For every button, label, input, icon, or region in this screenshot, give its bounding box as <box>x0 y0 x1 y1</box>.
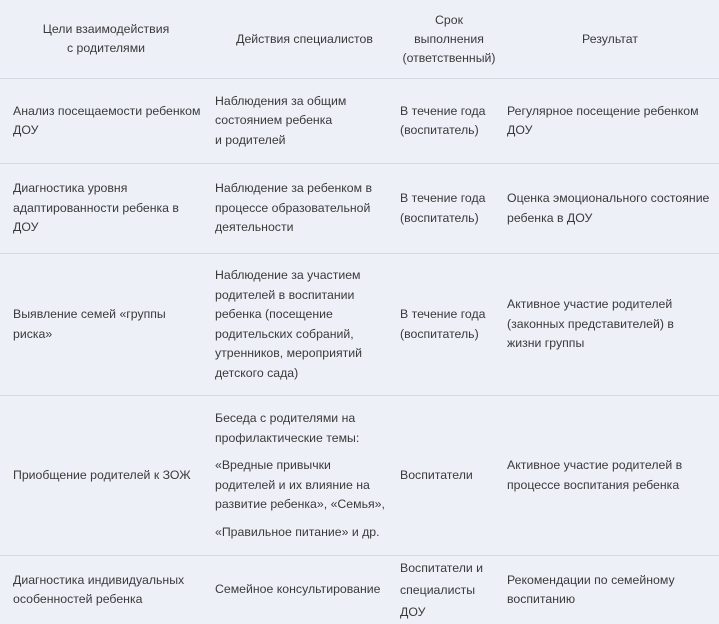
header-goals: Цели взаимодействия с родителями <box>0 0 212 79</box>
deadline-cell: Воспитатели <box>397 396 501 556</box>
action-text: Наблюдение за ребенком в процессе образовательной деятельности <box>215 179 391 238</box>
result-cell: Регулярное посещение ребенком ДОУ <box>501 79 719 164</box>
action-cell <box>212 396 397 556</box>
action-cell <box>212 254 397 396</box>
action-text: «Правильное питание» и др. <box>215 523 391 543</box>
action-cell <box>212 556 397 624</box>
goal-cell: Диагностика индивидуальных особенностей ребенка <box>0 556 212 624</box>
goal-cell: Диагностика уровня адаптированности ребенка в ДОУ <box>0 164 212 254</box>
table-row <box>0 79 719 164</box>
table-row <box>0 254 719 396</box>
action-text: Семейное консультирование <box>215 580 391 600</box>
deadline-cell: В течение года (воспитатель) <box>397 79 501 164</box>
deadline-cell: В течение года (воспитатель) <box>397 254 501 396</box>
result-cell: Оценка эмоционального состояние ребенка в ДОУ <box>501 164 719 254</box>
table-row <box>0 164 719 254</box>
result-cell: Рекомендации по семейному воспитанию <box>501 556 719 624</box>
table-header-row <box>0 0 719 79</box>
deadline-cell: Воспитатели и специалисты ДОУ <box>397 556 501 624</box>
action-cell <box>212 79 397 164</box>
goal-cell: Выявление семей «группы риска» <box>0 254 212 396</box>
goal-cell: Приобщение родителей к ЗОЖ <box>0 396 212 556</box>
action-text: Наблюдение за участием родителей в воспитании ребенка (посещение родительских собраний, утренников, мероприятий детского сада) <box>215 266 391 383</box>
action-text: Наблюдения за общим состоянием ребенка и родителей <box>215 92 391 151</box>
goal-cell: Анализ посещаемости ребенком ДОУ <box>0 79 212 164</box>
result-cell: Активное участие родителей в процессе воспитания ребенка <box>501 396 719 556</box>
result-cell: Активное участие родителей (законных представителей) в жизни группы <box>501 254 719 396</box>
action-text: Беседа с родителями на профилактические темы: <box>215 409 391 448</box>
table-row <box>0 556 719 624</box>
action-text: «Вредные привычки родителей и их влияние на развитие ребенка», «Семья», <box>215 456 391 515</box>
deadline-cell: В течение года (воспитатель) <box>397 164 501 254</box>
header-deadline: Срок выполнения (ответственный) <box>397 0 501 79</box>
table-row <box>0 396 719 556</box>
header-result: Результат <box>501 0 719 79</box>
action-cell <box>212 164 397 254</box>
header-actions: Действия специалистов <box>212 0 397 79</box>
